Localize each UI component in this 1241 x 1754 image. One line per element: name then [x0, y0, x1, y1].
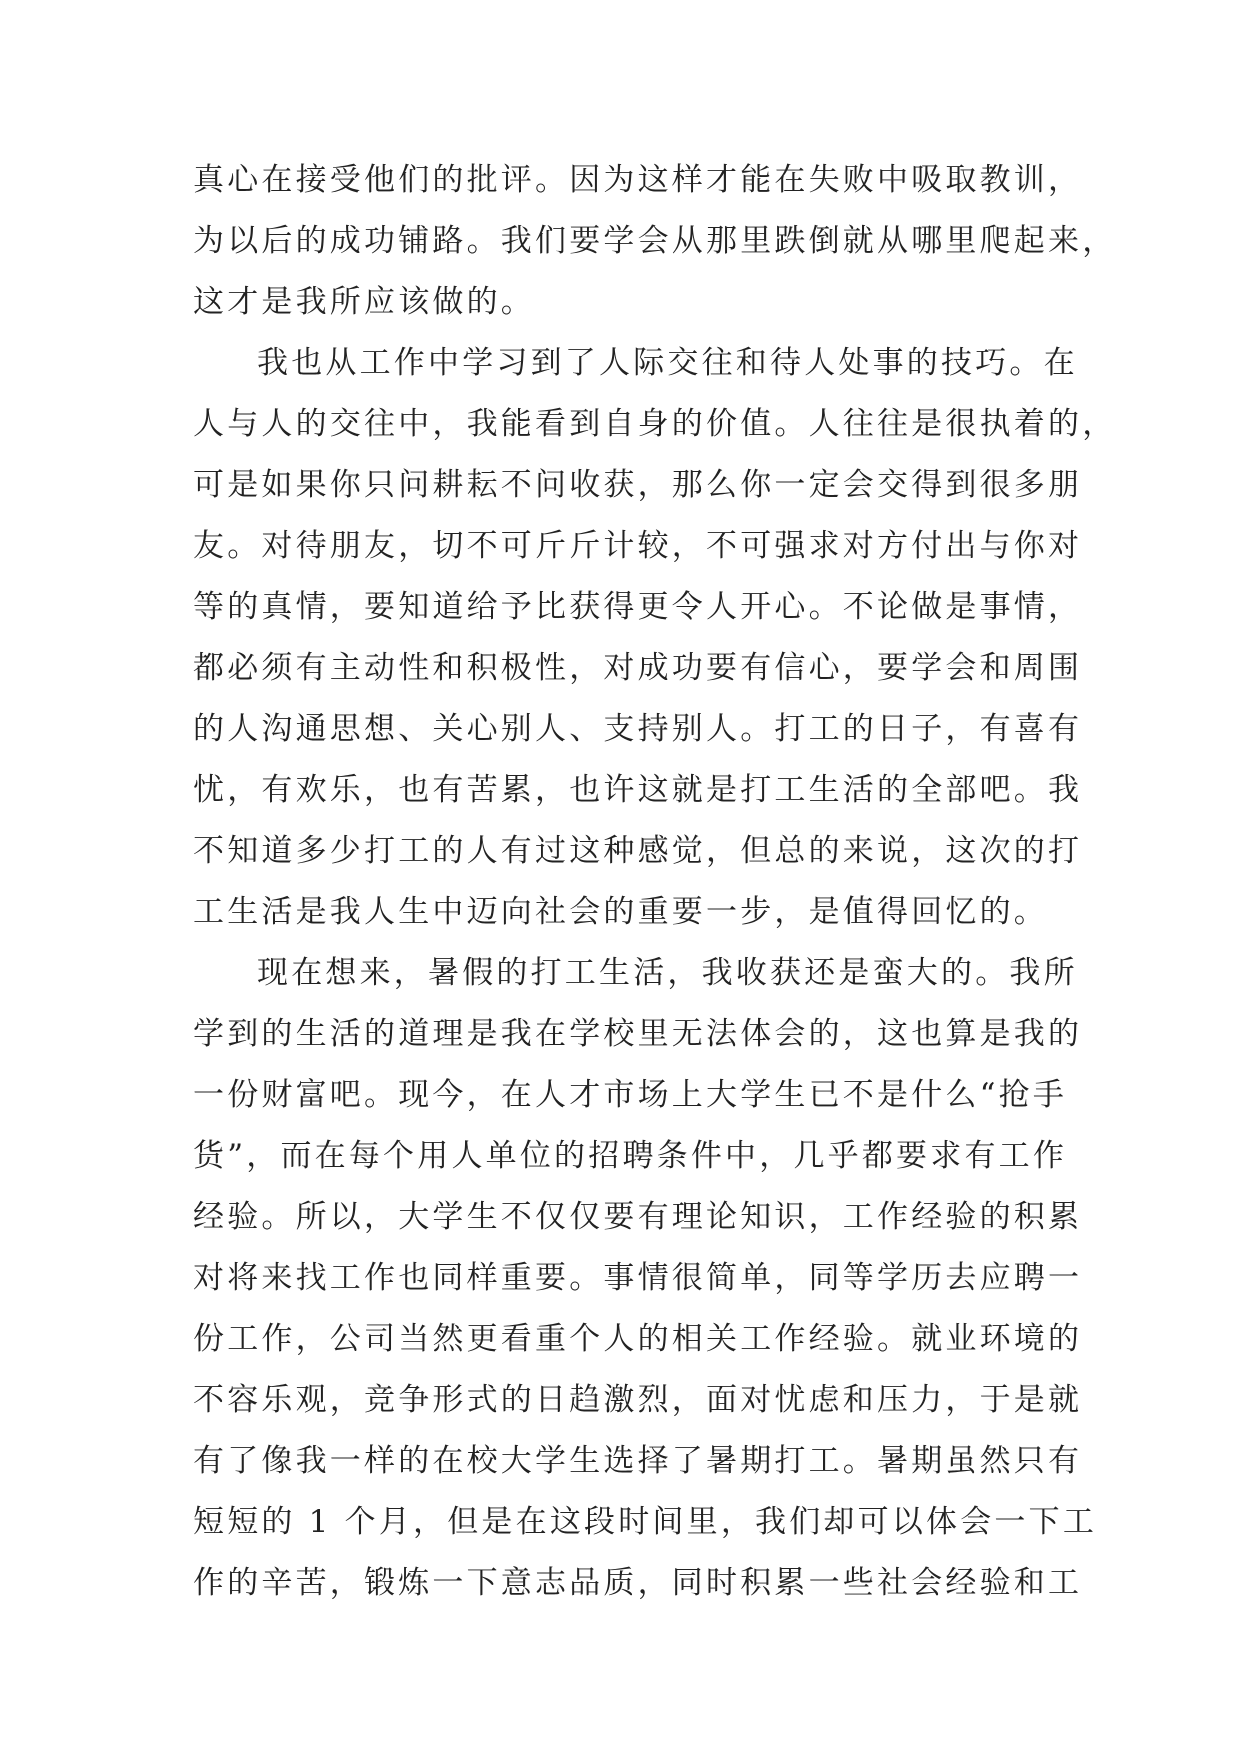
text-line: 短短的 1 个月，但是在这段时间里，我们却可以体会一下工: [193, 1504, 1098, 1540]
text-line: 都必须有主动性和积极性，对成功要有信心，要学会和周围: [193, 650, 1083, 686]
text-line: 学到的生活的道理是我在学校里无法体会的，这也算是我的: [193, 1016, 1083, 1052]
text-line: 经验。所以，大学生不仅仅要有理论知识，工作经验的积累: [193, 1199, 1083, 1235]
text-line: 忧，有欢乐，也有苦累，也许这就是打工生活的全部吧。我: [193, 772, 1083, 808]
document-body: [193, 150, 1117, 1614]
text-line: 的人沟通思想、关心别人、支持别人。打工的日子，有喜有: [193, 711, 1083, 747]
text-line: 人与人的交往中，我能看到自身的价值。人往往是很执着的，: [193, 406, 1117, 442]
paragraph-first-line: 我也从工作中学习到了人际交往和待人处事的技巧。在: [257, 345, 1078, 381]
paragraph-first-line: 现在想来，暑假的打工生活，我收获还是蛮大的。我所: [257, 955, 1078, 991]
text-line: 等的真情，要知道给予比获得更令人开心。不论做是事情，: [193, 589, 1083, 625]
text-line: 工生活是我人生中迈向社会的重要一步，是值得回忆的。: [193, 894, 1048, 930]
text-line: 对将来找工作也同样重要。事情很简单，同等学历去应聘一: [193, 1260, 1083, 1296]
text-line: 份工作，公司当然更看重个人的相关工作经验。就业环境的: [193, 1321, 1083, 1357]
text-line: 真心在接受他们的批评。因为这样才能在失败中吸取教训，: [193, 162, 1083, 198]
text-line: 这才是我所应该做的。: [193, 284, 535, 320]
text-line: 不容乐观，竞争形式的日趋激烈，面对忧虑和压力，于是就: [193, 1382, 1083, 1418]
text-line: 一份财富吧。现今，在人才市场上大学生已不是什么“抢手: [193, 1077, 1068, 1113]
text-line: 可是如果你只问耕耘不问收获，那么你一定会交得到很多朋: [193, 467, 1083, 503]
text-line: 货”，而在每个用人单位的招聘条件中，几乎都要求有工作: [193, 1138, 1068, 1174]
text-line: 作的辛苦，锻炼一下意志品质，同时积累一些社会经验和工: [193, 1565, 1083, 1601]
text-line: 为以后的成功铺路。我们要学会从那里跌倒就从哪里爬起来，: [193, 223, 1117, 259]
text-line: 不知道多少打工的人有过这种感觉，但总的来说，这次的打: [193, 833, 1083, 869]
text-line: 有了像我一样的在校大学生选择了暑期打工。暑期虽然只有: [193, 1443, 1083, 1479]
text-line: 友。对待朋友，切不可斤斤计较，不可强求对方付出与你对: [193, 528, 1083, 564]
